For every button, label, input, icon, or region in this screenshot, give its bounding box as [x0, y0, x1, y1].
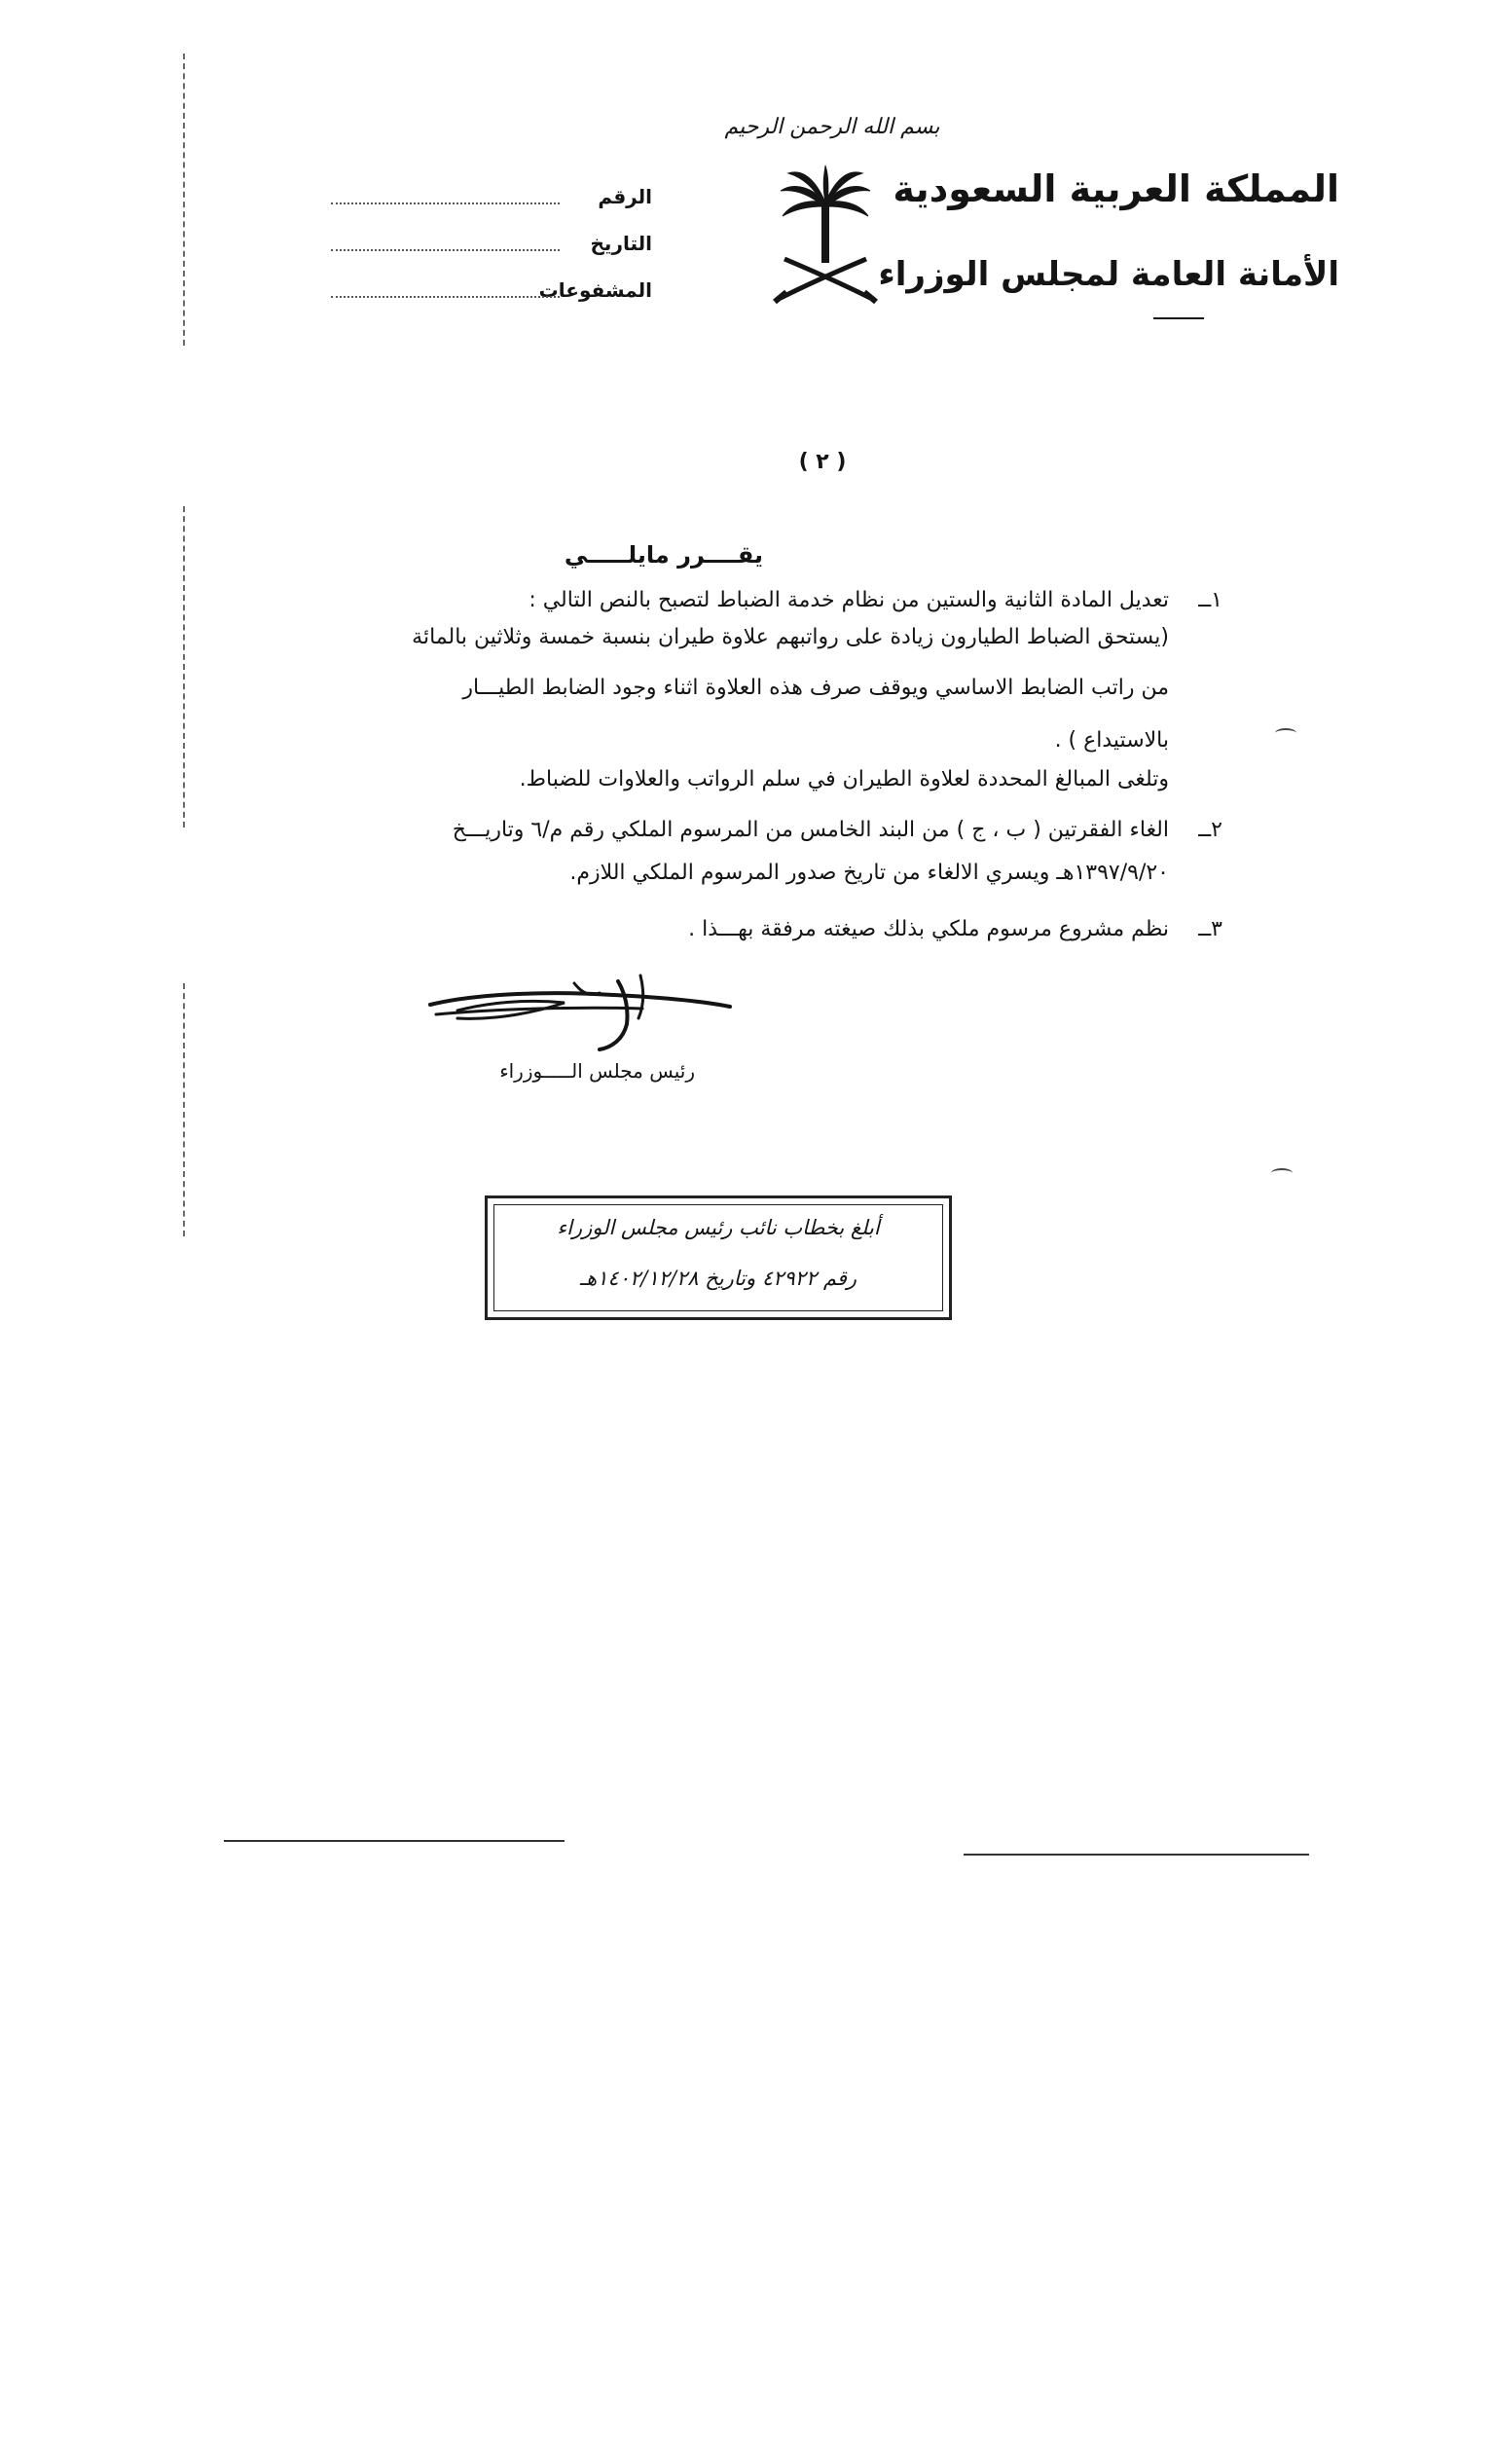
meta-attachments-dots	[331, 296, 560, 298]
distribution-stamp	[485, 1195, 952, 1320]
scan-edge-mark	[183, 54, 185, 346]
meta-number-dots	[331, 202, 560, 204]
bottom-rule-right	[964, 1854, 1309, 1856]
meta-date-label: التاريخ	[590, 232, 652, 255]
scan-edge-mark	[183, 983, 185, 1236]
letterhead-kingdom-name: المملكة العربية السعودية	[893, 167, 1339, 210]
page-number: ( ٢ )	[798, 450, 847, 474]
saudi-emblem-icon	[771, 164, 880, 308]
stamp-line-1: أبلغ بخطاب نائب رئيس مجلس الوزراء	[557, 1216, 880, 1239]
signature-mark	[419, 964, 740, 1056]
item-1-line: بالاستيداع ) .	[1054, 728, 1169, 753]
meta-attachments-label: المشفوعات	[538, 278, 652, 302]
letterhead-underline	[1153, 317, 1204, 319]
meta-date-dots	[331, 249, 560, 251]
item-number: ٢ــ	[1198, 818, 1222, 842]
item-number: ٣ــ	[1198, 917, 1222, 941]
meta-number-field	[331, 185, 652, 230]
decision-heading: يقــــرر مايلـــــي	[564, 541, 763, 569]
basmala: بسم الله الرحمن الرحيم	[724, 115, 940, 139]
item-2-line: الغاء الفقرتين ( ب ، ج ) من البند الخامس من المرسوم الملكي رقم م/٦ وتاريـــخ	[452, 818, 1169, 842]
item-number: ١ــ	[1198, 588, 1222, 612]
item-3-line: نظم مشروع مرسوم ملكي بذلك صيغته مرفقة بهـــذا .	[688, 917, 1169, 941]
scan-speck	[1271, 1168, 1293, 1178]
item-1-line: تعديل المادة الثانية والستين من نظام خدمة الضباط لتصبح بالنص التالي :	[529, 588, 1169, 612]
stamp-line-2: رقم ٤٢٩٢٢ وتاريخ ١٤٠٢/١٢/٢٨هـ	[579, 1267, 857, 1290]
item-1-line: وتلغى المبالغ المحددة لعلاوة الطيران في سلم الرواتب والعلاوات للضباط.	[519, 767, 1169, 791]
item-1-line: من راتب الضابط الاساسي ويوقف صرف هذه العلاوة اثناء وجود الضابط الطيـــار	[462, 676, 1169, 700]
item-2-line: ١٣٩٧/٩/٢٠هـ ويسري الالغاء من تاريخ صدور المرسوم الملكي اللازم.	[569, 861, 1169, 885]
meta-number-label: الرقم	[598, 185, 652, 208]
scan-edge-mark	[183, 506, 185, 827]
meta-attachments-field	[331, 278, 652, 323]
meta-date-field	[331, 232, 652, 276]
scan-speck	[1275, 728, 1296, 738]
bottom-rule-left	[224, 1840, 565, 1842]
item-1-line: (يستحق الضباط الطيارون زيادة على رواتبهم علاوة طيران بنسبة خمسة وثلاثين بالمائة	[412, 625, 1169, 649]
letterhead-secretariat-name: الأمانة العامة لمجلس الوزراء	[878, 255, 1339, 294]
signature-title: رئيس مجلس الـــــوزراء	[499, 1059, 695, 1083]
